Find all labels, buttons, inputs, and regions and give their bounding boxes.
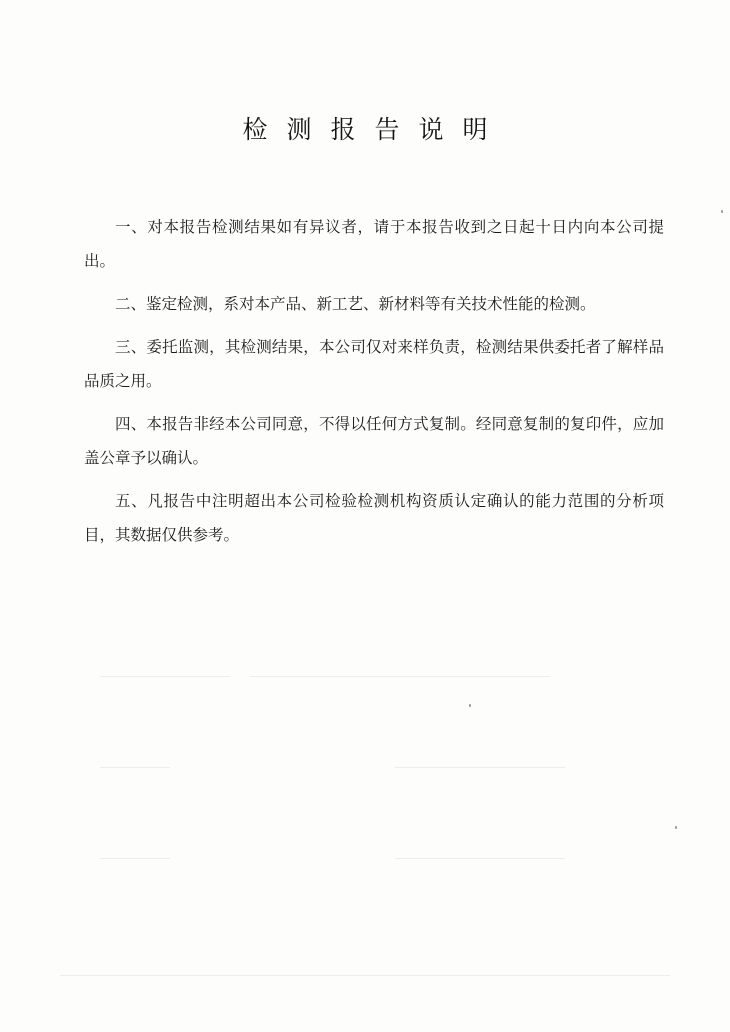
bleed-through-mark <box>100 767 170 768</box>
paragraph-1: 一、对本报告检测结果如有异议者，请于本报告收到之日起十日内向本公司提出。 <box>84 218 664 270</box>
scan-speck <box>675 826 677 829</box>
paragraph-2: 二、鉴定检测，系对本产品、新工艺、新材料等有关技术性能的检测。 <box>115 295 596 313</box>
bleed-through-mark <box>250 676 550 677</box>
document-body <box>84 210 664 561</box>
bleed-through-mark <box>100 858 170 859</box>
scan-speck <box>721 210 723 213</box>
document-title: 检测报告说明 <box>242 115 507 144</box>
bleed-through-mark <box>395 767 565 768</box>
bleed-through-mark <box>100 676 230 677</box>
bleed-through-mark <box>395 858 565 859</box>
paragraph-5: 五、凡报告中注明超出本公司检验检测机构资质认定确认的能力范围的分析项目，其数据仅供参考。 <box>84 492 664 544</box>
scan-speck <box>469 704 471 707</box>
paragraph-3: 三、委托监测，其检测结果，本公司仅对来样负责，检测结果供委托者了解样品品质之用。 <box>84 338 664 390</box>
paragraph-4: 四、本报告非经本公司同意，不得以任何方式复制。经同意复制的复印件，应加盖公章予以确认。 <box>84 415 664 467</box>
bleed-through-mark <box>60 975 670 976</box>
